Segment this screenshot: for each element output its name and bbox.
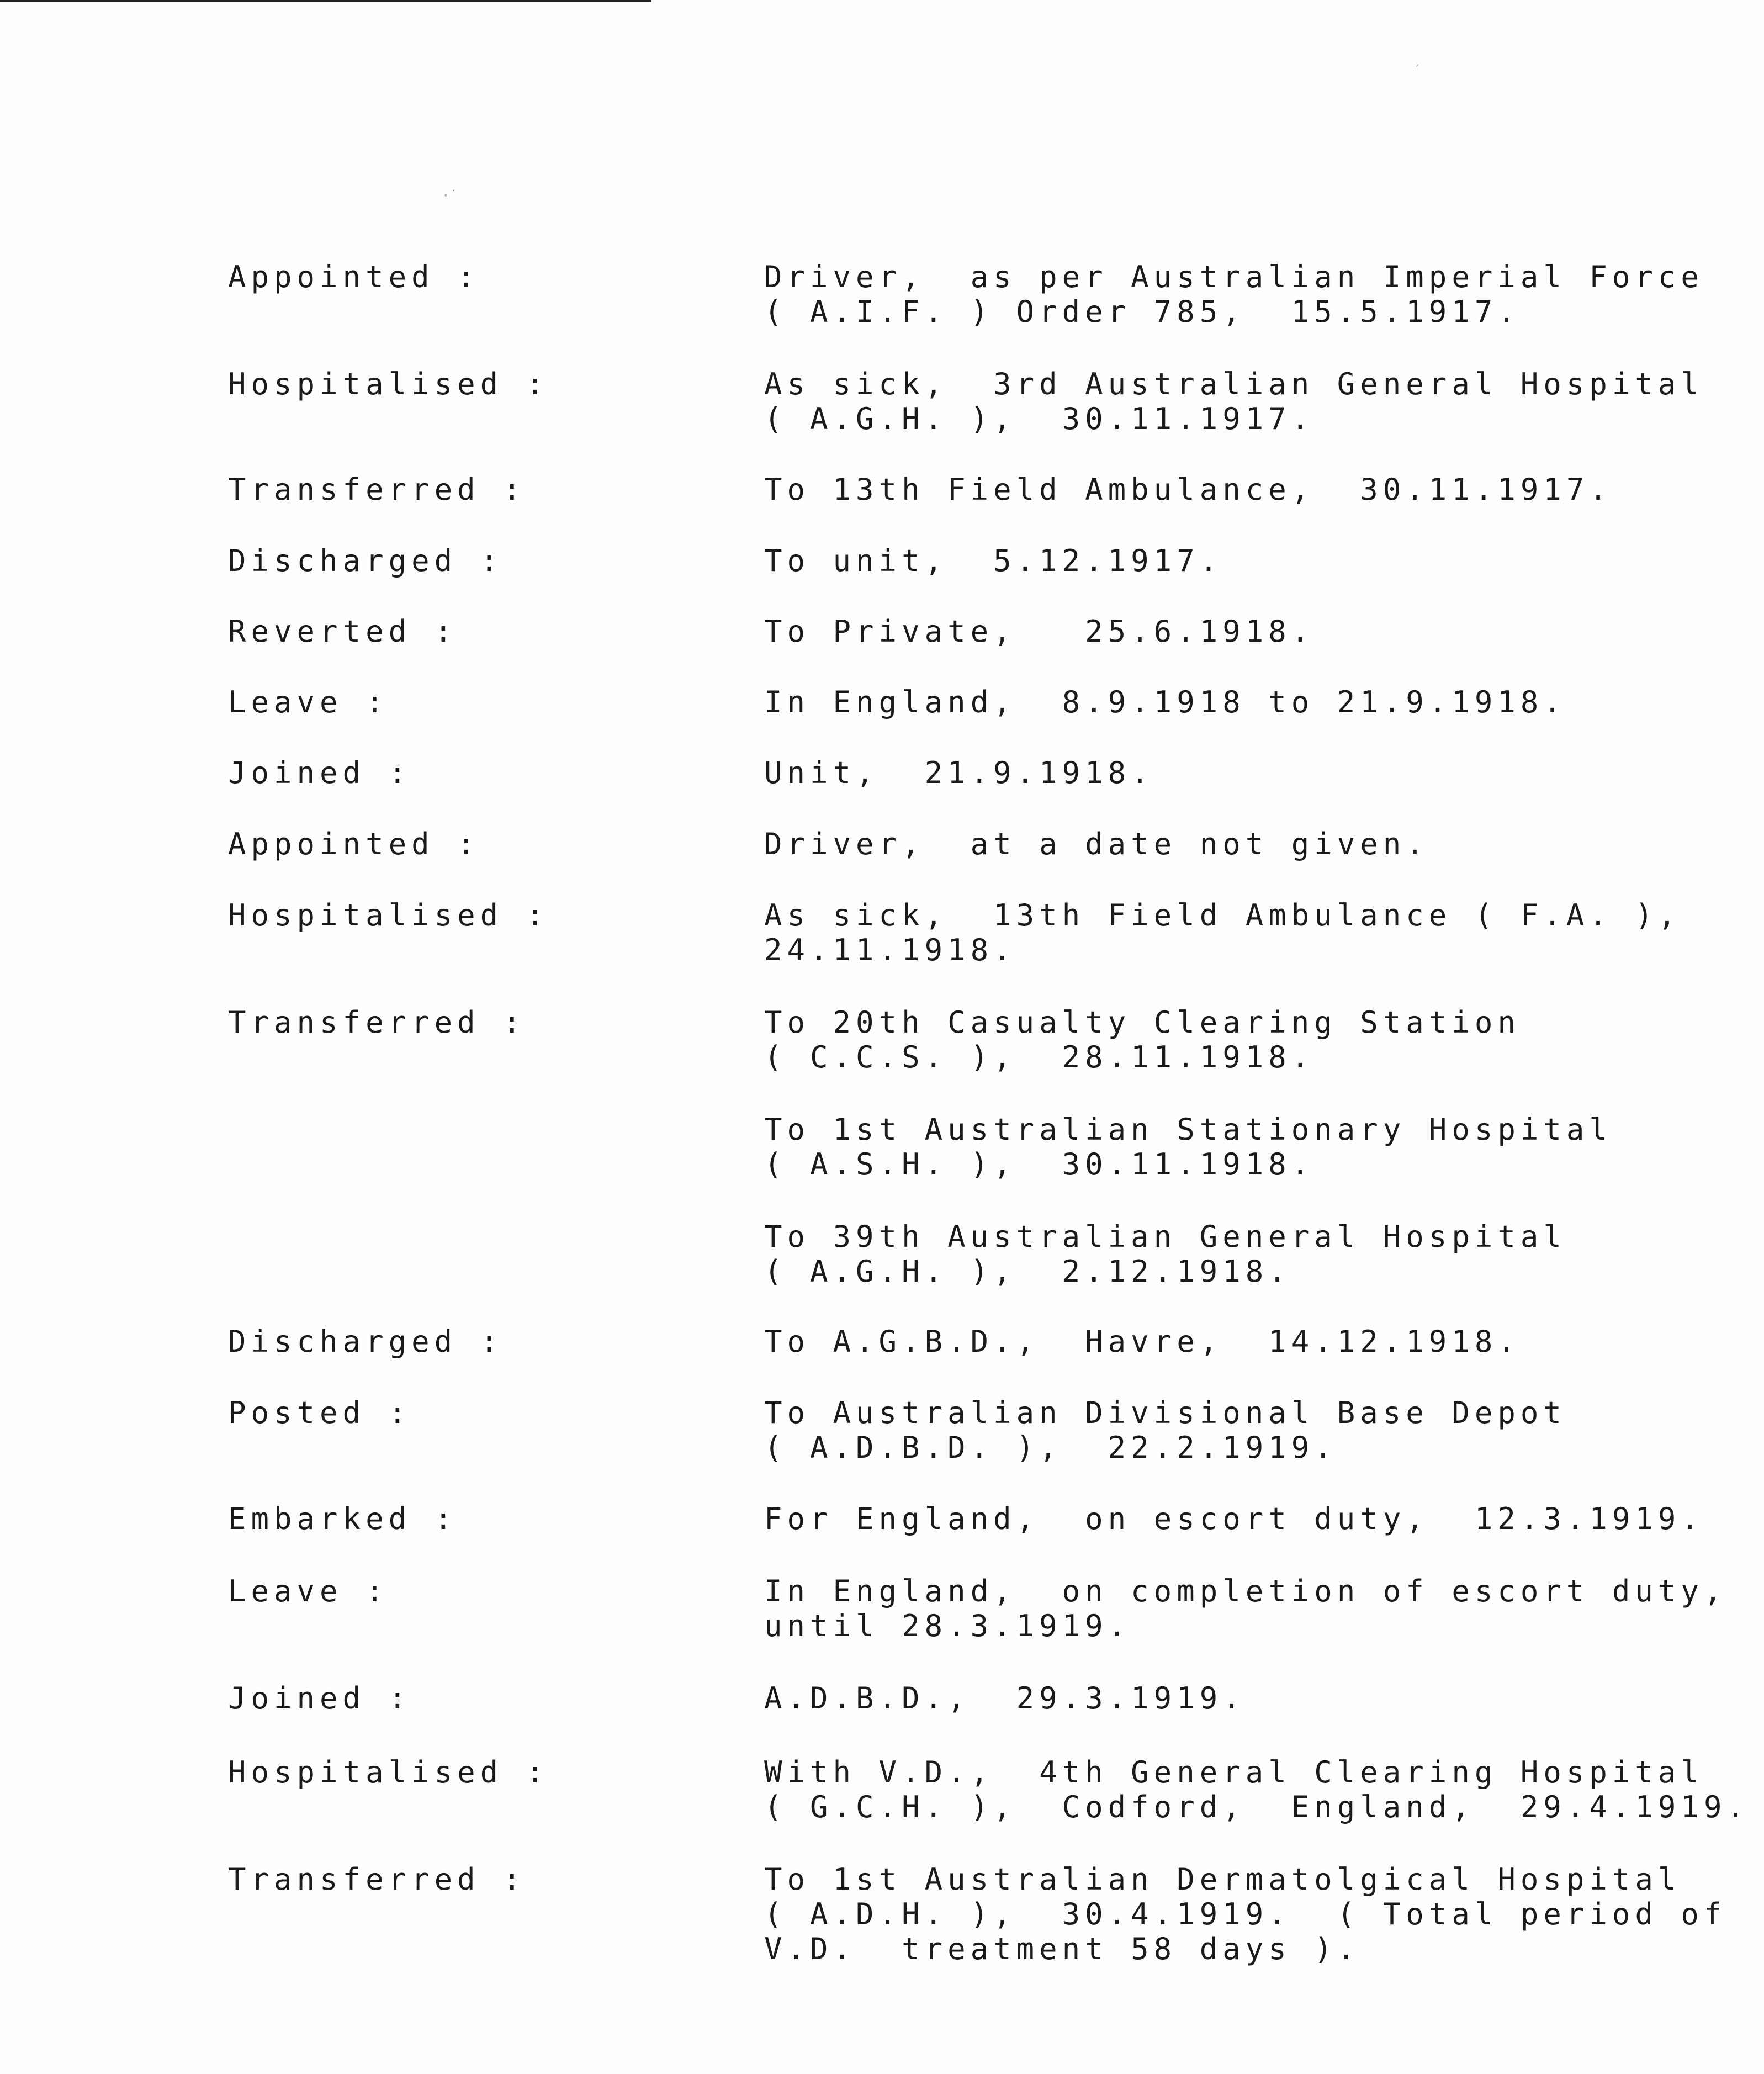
entry-label: Leave : <box>228 1574 389 1609</box>
entry-detail: As sick, 13th Field Ambulance ( F.A. ), 24.11.1918. <box>764 898 1681 967</box>
entry-label: Joined : <box>228 755 412 790</box>
entry-label: Discharged : <box>228 1324 504 1359</box>
entry-label: Transferred : <box>228 472 526 507</box>
entry-detail: Driver, at a date not given. <box>764 827 1429 861</box>
scan-speck: ′ <box>1413 62 1422 77</box>
entry-label: Transferred : <box>228 1005 526 1040</box>
entry-detail: As sick, 3rd Australian General Hospital ( A.G.H. ), 30.11.1917. <box>764 367 1704 436</box>
entry-label: Appointed : <box>228 260 480 294</box>
entry-label: Appointed : <box>228 827 480 861</box>
entry-detail: For England, on escort duty, 12.3.1919. <box>764 1501 1704 1536</box>
entry-detail: In England, on completion of escort duty, until 28.3.1919. <box>764 1574 1727 1643</box>
entry-detail: To Australian Divisional Base Depot ( A.D.B.D. ), 22.2.1919. <box>764 1395 1566 1465</box>
entry-detail: A.D.B.D., 29.3.1919. <box>764 1681 1246 1716</box>
scan-speck: ·˙ <box>442 188 458 203</box>
entry-label: Transferred : <box>228 1862 526 1897</box>
entry-label: Leave : <box>228 685 389 719</box>
entry-label: Hospitalised : <box>228 898 549 933</box>
entry-detail: To 13th Field Ambulance, 30.11.1917. <box>764 472 1612 507</box>
entry-detail: To Private, 25.6.1918. <box>764 614 1315 649</box>
entry-detail: Unit, 21.9.1918. <box>764 755 1154 790</box>
entry-label: Posted : <box>228 1395 412 1430</box>
entry-label: Discharged : <box>228 543 504 578</box>
entry-detail: To 39th Australian General Hospital ( A.G.H. ), 2.12.1918. <box>764 1219 1566 1289</box>
entry-detail: To unit, 5.12.1917. <box>764 543 1223 578</box>
entry-detail: To 1st Australian Dermatolgical Hospital ( A.D.H. ), 30.4.1919. ( Total period of V.D. treatment 58 days ). <box>764 1862 1727 1966</box>
entry-label: Joined : <box>228 1681 412 1716</box>
entry-detail: In England, 8.9.1918 to 21.9.1918. <box>764 685 1566 719</box>
entry-label: Reverted : <box>228 614 458 649</box>
entry-label: Hospitalised : <box>228 367 549 401</box>
entry-label: Hospitalised : <box>228 1755 549 1790</box>
entry-detail: Driver, as per Australian Imperial Force ( A.I.F. ) Order 785, 15.5.1917. <box>764 260 1704 329</box>
entry-detail: To 1st Australian Stationary Hospital ( A.S.H. ), 30.11.1918. <box>764 1112 1612 1182</box>
entry-detail: With V.D., 4th General Clearing Hospital ( G.C.H. ), Codford, England, 29.4.1919. <box>764 1755 1750 1824</box>
entry-label: Embarked : <box>228 1501 458 1536</box>
entry-detail: To 20th Casualty Clearing Station ( C.C.S. ), 28.11.1918. <box>764 1005 1521 1075</box>
entry-detail: To A.G.B.D., Havre, 14.12.1918. <box>764 1324 1521 1359</box>
